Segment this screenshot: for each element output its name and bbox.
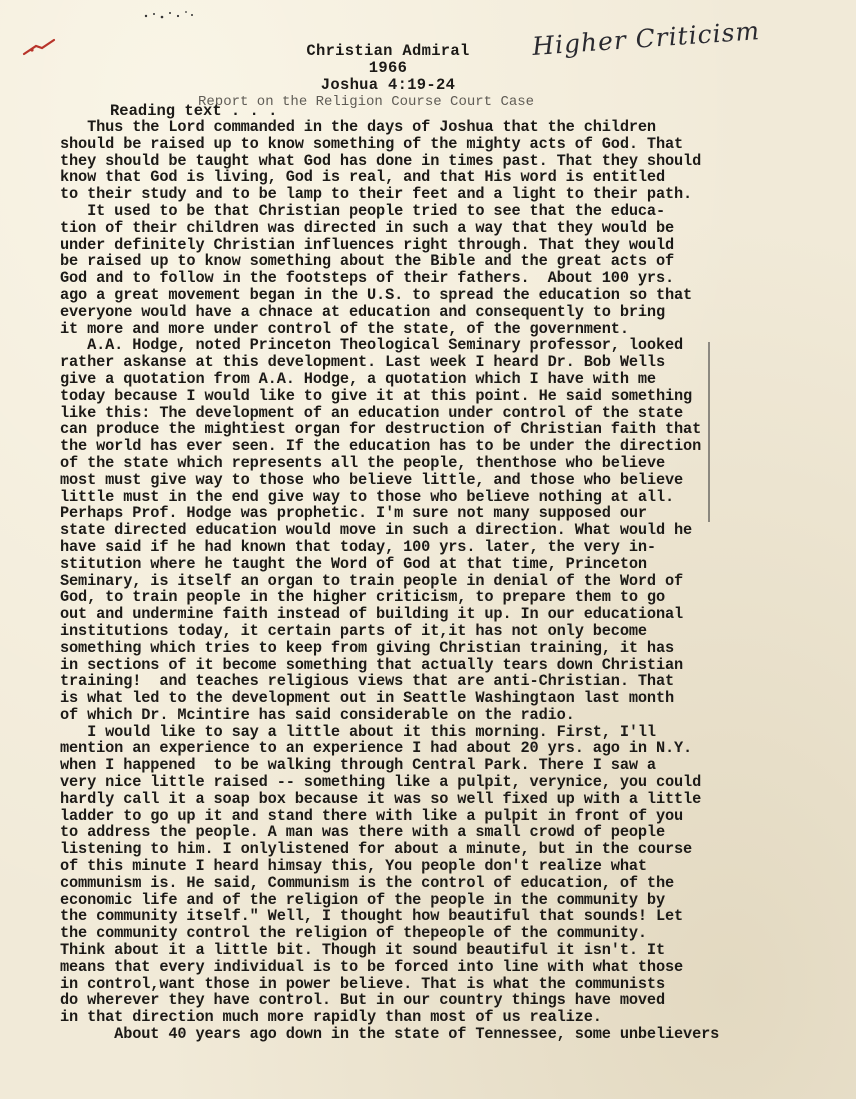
text-line: the world has ever seen. If the education has to be under the direction xyxy=(60,438,702,455)
text-line: rather askanse at this development. Last week I heard Dr. Bob Wells xyxy=(60,354,665,371)
text-line: should be raised up to know something of the mighty acts of God. That xyxy=(60,135,684,153)
text-line: of this minute I heard himsay this, You people don't realize what xyxy=(60,858,647,875)
text-line: everyone would have a chnace at education and consequently to bring xyxy=(60,303,665,321)
text-line: ladder to go up it and stand there with like a pulpit in front of you xyxy=(60,807,684,825)
text-line: something which tries to keep from giving Christian training, it has xyxy=(60,639,675,657)
text-line: out and undermine faith instead of building it up. In our educational xyxy=(60,606,684,623)
text-line: tion of their children was directed in such a way that they would be xyxy=(60,219,675,237)
text-line: when I happened to be walking through Central Park. There I saw a xyxy=(60,757,656,775)
text-line: mention an experience to an experience I had about 20 yrs. ago in N.Y. xyxy=(60,740,693,758)
text-line: means that every individual is to be forced into line with what those xyxy=(60,958,684,976)
text-line: very nice little raised -- something like a pulpit, verynice, you could xyxy=(60,774,702,791)
body-text xyxy=(60,119,800,1043)
text-line: is what led to the development out in Seattle Washingtaon last month xyxy=(60,690,675,707)
text-line: like this: The development of an education under control of the state xyxy=(60,404,684,422)
text-line: under definitely Christian influences right through. That they would xyxy=(60,236,675,254)
text-line: stitution where he taught the Word of God at that time, Princeton xyxy=(60,555,647,573)
text-line: Perhaps Prof. Hodge was prophetic. I'm sure not many supposed our xyxy=(60,505,647,523)
text-line: listening to him. I onlylistened for about a minute, but in the course xyxy=(60,841,693,859)
text-line: to their study and to be lamp to their feet and a light to their path. xyxy=(60,186,693,203)
text-line: God and to follow in the footsteps of their fathers. About 100 yrs. xyxy=(60,270,675,287)
text-line: it more and more under control of the state, of the government. xyxy=(60,320,629,338)
text-line: A.A. Hodge, noted Princeton Theological Seminary professor, looked xyxy=(60,337,684,355)
text-line: hardly call it a soap box because it was so well fixed up with a little xyxy=(60,790,702,808)
text-line: of the state which represents all the people, thenthose who believe xyxy=(60,454,665,472)
text-line: economic life and of the religion of the people in the community by xyxy=(60,891,665,909)
text-line: God, to train people in the higher criticism, to prepare them to go xyxy=(60,589,665,607)
text-line: be raised up to know something about the Bible and the great acts of xyxy=(60,253,675,271)
text-line: institutions today, it certain parts of it,it has not only become xyxy=(60,622,647,640)
text-line: of which Dr. Mcintire has said considerable on the radio. xyxy=(60,706,575,724)
text-line: in that direction much more rapidly than most of us realize. xyxy=(60,1009,602,1027)
text-line: the community control the religion of thepeople of the community. xyxy=(60,925,647,943)
text-line: About 40 years ago down in the state of Tennessee, some unbelievers xyxy=(60,1026,720,1043)
text-line: state directed education would move in such a direction. What would he xyxy=(60,522,693,539)
handwritten-annotation: Higher Criticism xyxy=(531,16,761,61)
text-line: It used to be that Christian people tried to see that the educa- xyxy=(60,202,665,220)
text-line: little must in the end give way to those who believe nothing at all. xyxy=(60,488,675,506)
text-line: do wherever they have control. But in our country things have moved xyxy=(60,992,665,1010)
ink-specks-mark xyxy=(140,4,200,24)
text-line: they should be taught what God has done in times past. That they should xyxy=(60,152,702,170)
scripture-reference: Joshua 4:19-24 xyxy=(320,76,456,94)
text-line: in control,want those in power believe. That is what the communists xyxy=(60,975,665,993)
text-line: Thus the Lord commanded in the days of Joshua that the children xyxy=(60,119,656,136)
text-line: communism is. He said, Communism is the control of education, of the xyxy=(60,874,675,892)
text-line: the community itself." Well, I thought how beautiful that sounds! Let xyxy=(60,908,684,926)
text-line: to address the people. A man was there with a small crowd of people xyxy=(60,824,665,842)
document-title: Christian Admiral xyxy=(306,42,470,60)
text-line: I would like to say a little about it this morning. First, I'll xyxy=(60,723,656,741)
overstruck-title: Report on the Religion Course Court Case xyxy=(198,94,535,110)
text-line: know that God is living, God is real, and that His word is entitled xyxy=(60,169,665,187)
reading-label: Reading text . . . xyxy=(110,102,278,120)
text-line: in sections of it become something that actually tears down Christian xyxy=(60,656,684,674)
text-line: give a quotation from A.A. Hodge, a quotation which I have with me xyxy=(60,370,656,388)
document-year: 1966 xyxy=(368,59,408,77)
text-line: Think about it a little bit. Though it sound beautiful it isn't. It xyxy=(60,942,665,959)
text-line: ago a great movement began in the U.S. to spread the education so that xyxy=(60,286,693,304)
text-line: Seminary, is itself an organ to train people in denial of the Word of xyxy=(60,572,684,590)
text-line: have said if he had known that today, 100 yrs. later, the very in- xyxy=(60,538,656,556)
text-line: can produce the mightiest organ for destruction of Christian faith that xyxy=(60,421,702,439)
text-line: training! and teaches religious views that are anti-Christian. That xyxy=(60,673,675,691)
text-line: today because I would like to give it at this point. He said something xyxy=(60,387,693,405)
text-line: most must give way to those who believe little, and those who believe xyxy=(60,471,684,489)
